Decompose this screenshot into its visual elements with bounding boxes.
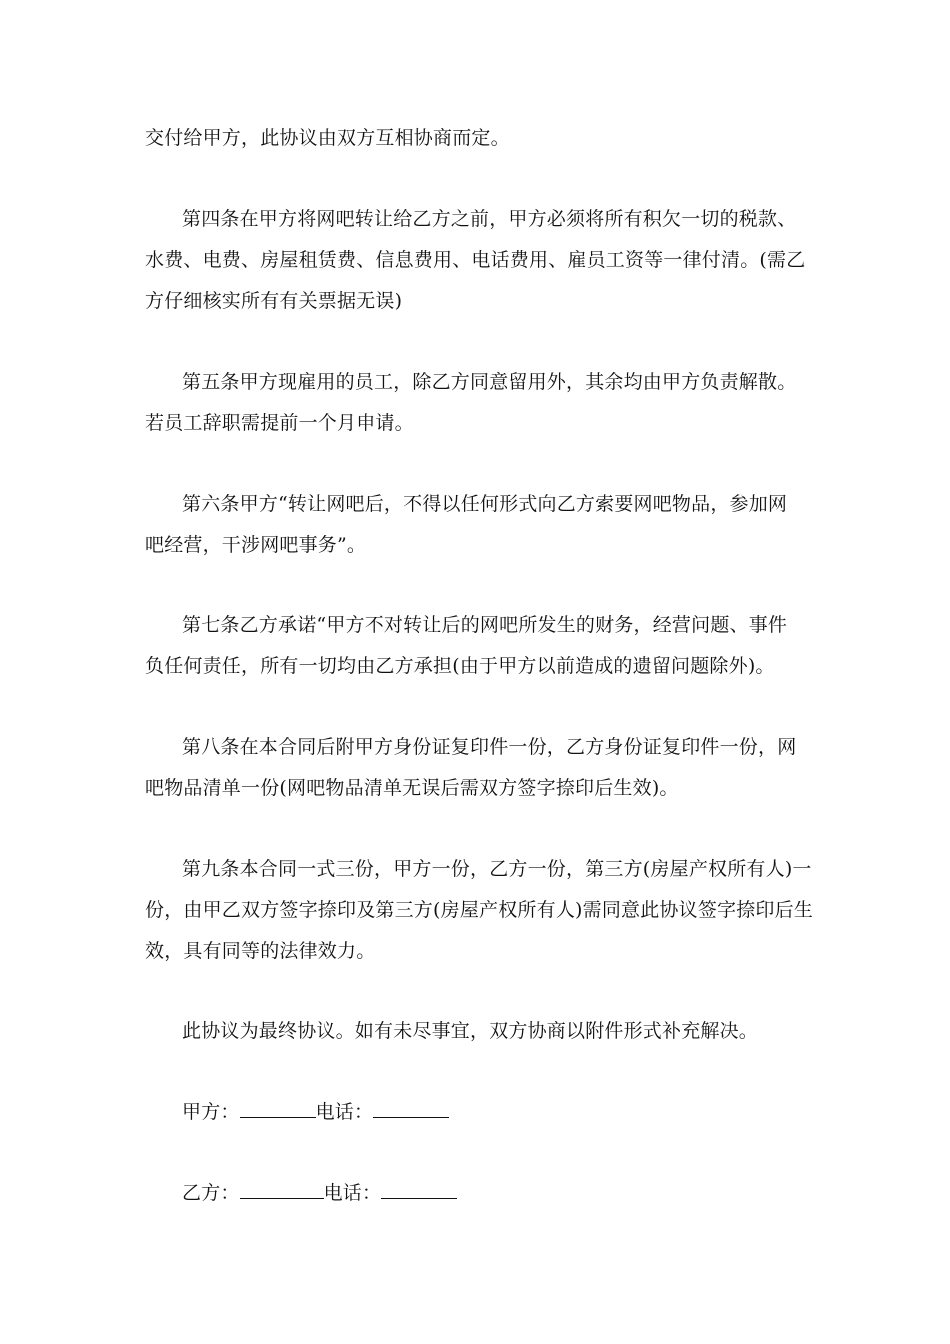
party-b-name-blank bbox=[240, 1180, 324, 1199]
party-a-name-blank bbox=[240, 1099, 316, 1118]
party-b-signature-line bbox=[182, 1180, 457, 1205]
party-a-phone-blank bbox=[373, 1099, 449, 1118]
article-9-line-1: 第九条本合同一式三份，甲方一份，乙方一份，第三方(房屋产权所有人)一 bbox=[182, 858, 812, 880]
party-b-phone-blank bbox=[381, 1180, 457, 1199]
article-6-line-2: 吧经营，干涉网吧事务”。 bbox=[145, 534, 367, 556]
article-8-line-2: 吧物品清单一份(网吧物品清单无误后需双方签字捺印后生效)。 bbox=[145, 777, 679, 799]
article-8-line-1: 第八条在本合同后附甲方身份证复印件一份，乙方身份证复印件一份，网 bbox=[182, 736, 797, 758]
article-4-line-2: 水费、电费、房屋租赁费、信息费用、电话费用、雇员工资等一律付清。(需乙 bbox=[145, 249, 806, 271]
continuation-text: 交付给甲方，此协议由双方互相协商而定。 bbox=[145, 127, 510, 149]
article-5-line-1: 第五条甲方现雇用的员工，除乙方同意留用外，其余均由甲方负责解散。 bbox=[182, 371, 797, 393]
article-4-line-1: 第四条在甲方将网吧转让给乙方之前，甲方必须将所有积欠一切的税款、 bbox=[182, 208, 797, 230]
party-a-label: 甲方： bbox=[182, 1101, 240, 1123]
article-6-line-1: 第六条甲方“转让网吧后，不得以任何形式向乙方索要网吧物品，参加网 bbox=[182, 493, 788, 515]
article-7-line-2: 负任何责任，所有一切均由乙方承担(由于甲方以前造成的遗留问题除外)。 bbox=[145, 655, 775, 677]
party-a-phone-label: 电话： bbox=[315, 1101, 374, 1123]
article-7-line-1: 第七条乙方承诺“甲方不对转让后的网吧所发生的财务，经营问题、事件 bbox=[182, 614, 788, 636]
article-9-line-2: 份，由甲乙双方签字捺印及第三方(房屋产权所有人)需同意此协议签字捺印后生 bbox=[145, 899, 814, 921]
article-5-line-2: 若员工辞职需提前一个月申请。 bbox=[145, 412, 414, 434]
article-9-line-3: 效，具有同等的法律效力。 bbox=[145, 940, 376, 962]
final-clause: 此协议为最终协议。如有未尽事宜，双方协商以附件形式补充解决。 bbox=[182, 1020, 759, 1042]
article-4-line-3: 方仔细核实所有有关票据无误) bbox=[145, 290, 403, 312]
party-b-phone-label: 电话： bbox=[323, 1182, 382, 1204]
party-b-label: 乙方： bbox=[182, 1182, 240, 1204]
party-a-signature-line bbox=[182, 1099, 449, 1124]
